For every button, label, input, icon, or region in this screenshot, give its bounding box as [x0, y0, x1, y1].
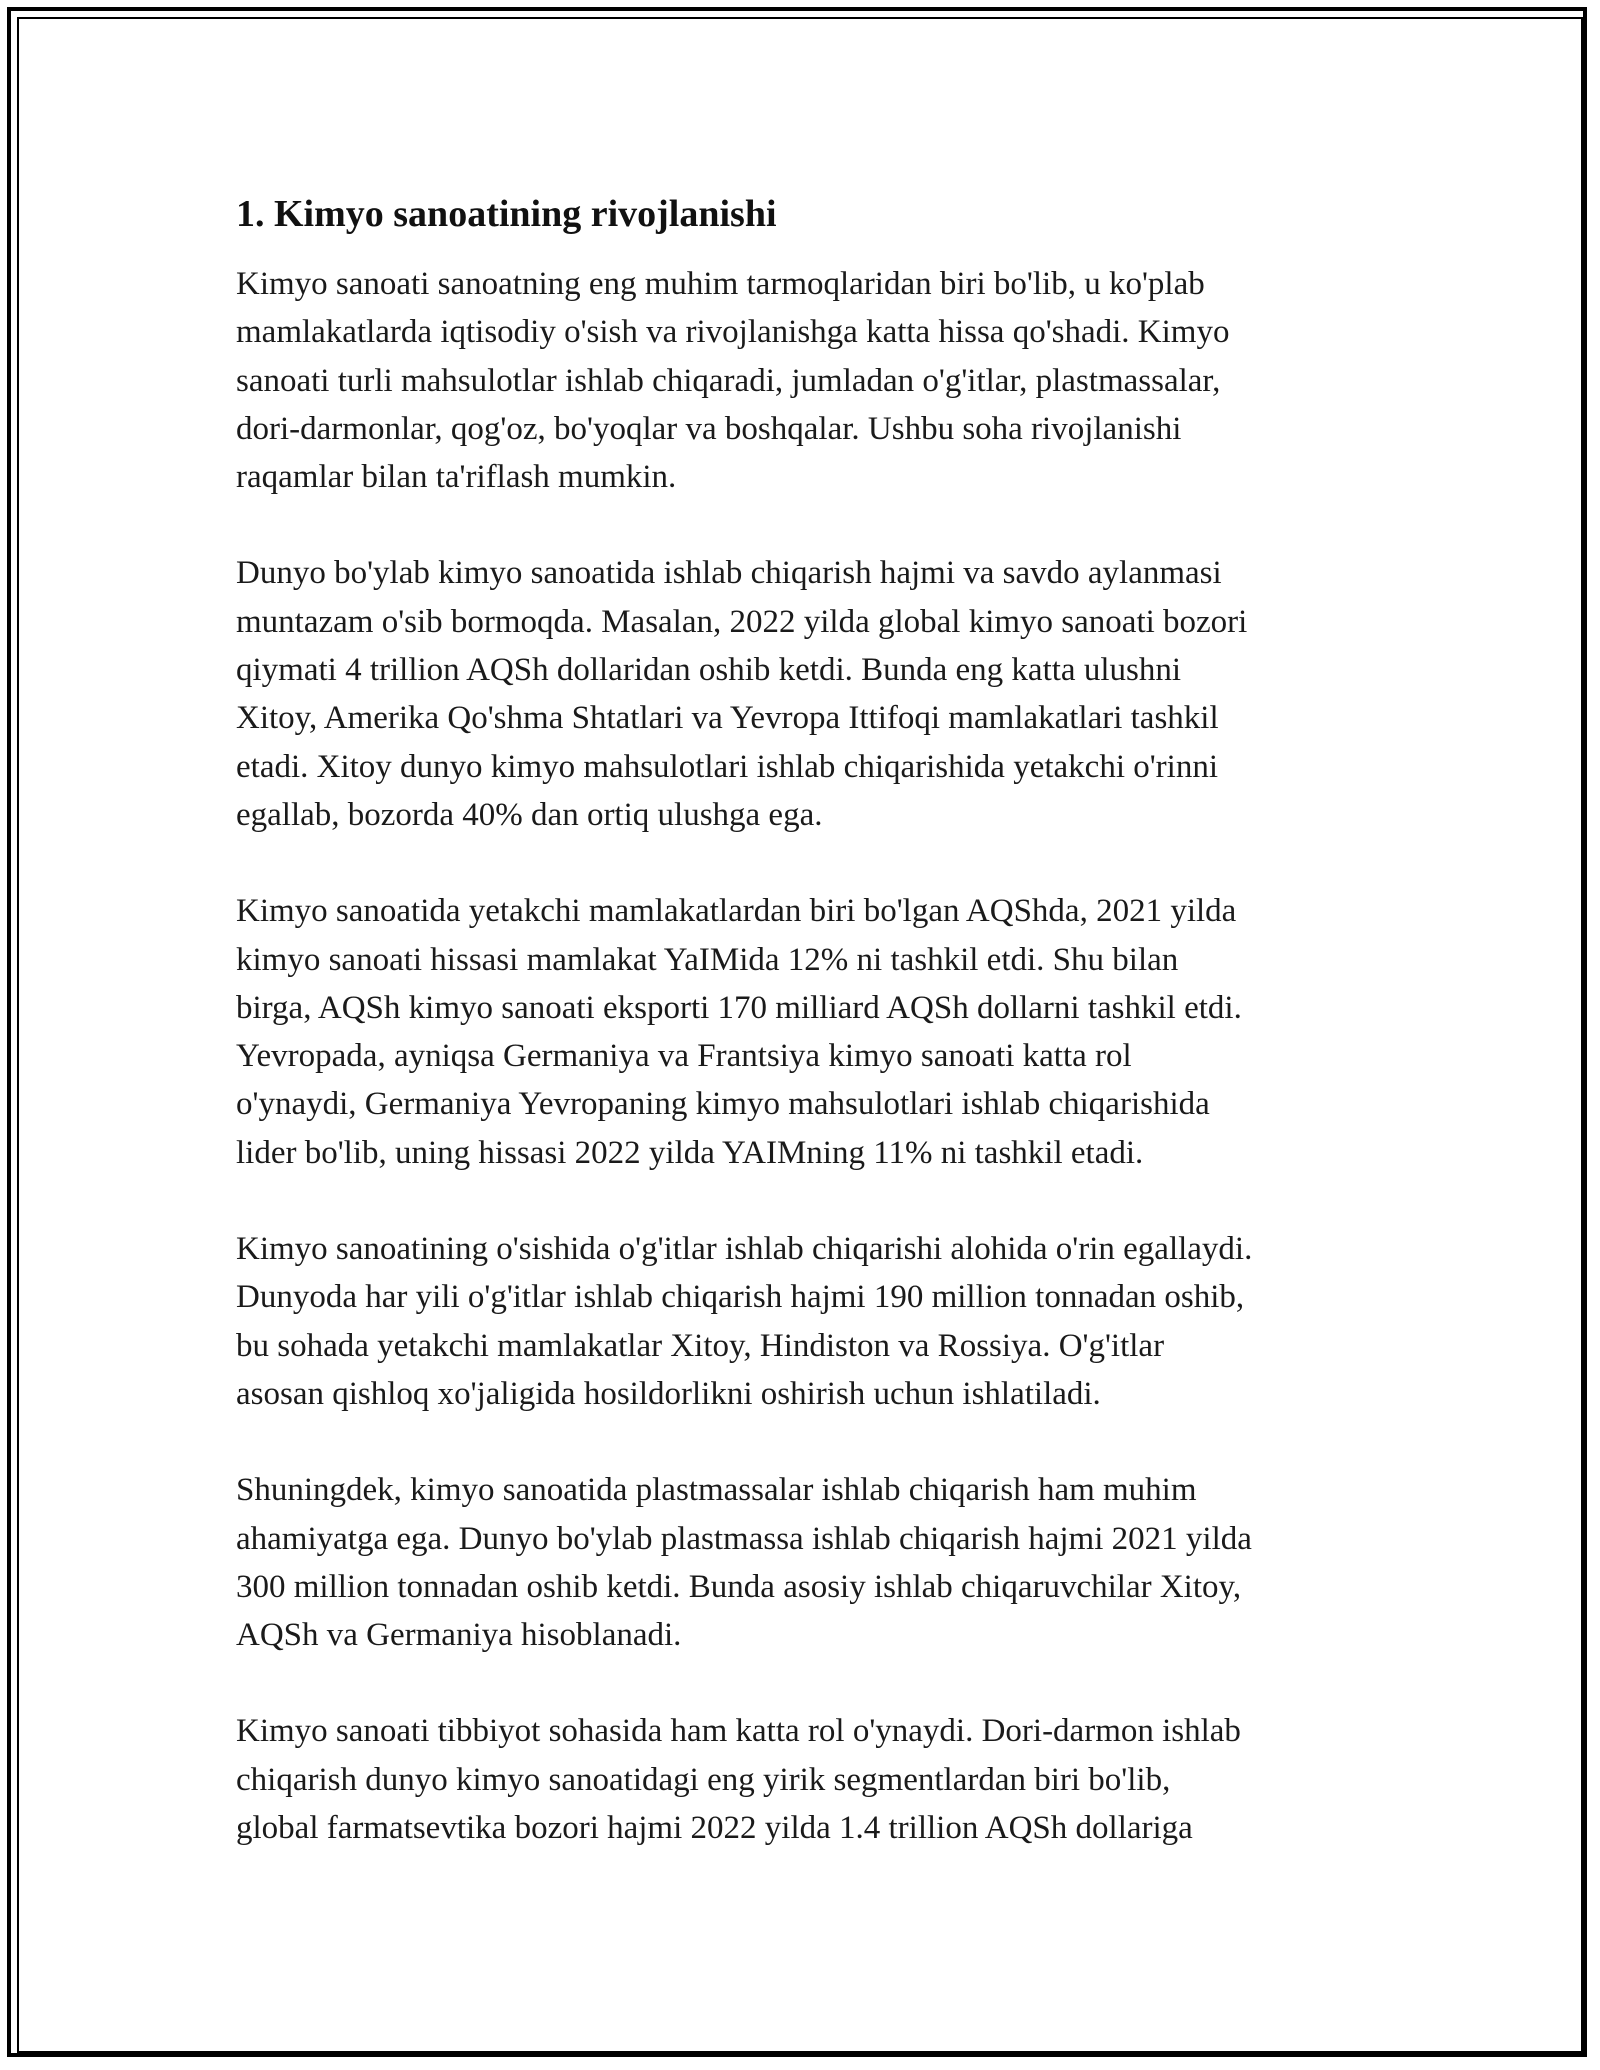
- paragraph-5: Shuningdek, kimyo sanoatida plastmassalar ishlab chiqarish ham muhim ahamiyatga ega. Dunyo bo'ylab plastmassa ishlab chiqarish hajmi 2021 yilda 300 million tonnadan oshib ketdi. Bunda asosiy ishlab chiqaruvchilar Xitoy, AQSh va Germaniya hisoblanadi.: [236, 1472, 1252, 1654]
- paragraph-3: Kimyo sanoatida yetakchi mamlakatlardan biri bo'lgan AQShda, 2021 yilda kimyo sanoati hissasi mamlakat YaIMida 12% ni tashkil etdi. Shu bilan birga, AQSh kimyo sanoati eksporti 170 milliard AQSh dollarni tashkil etdi. Yevropada, ayniqsa Germaniya va Frantsiya kimyo sanoati katta rol o'ynaydi, Germaniya Yevropaning kimyo mahsulotlari ishlab chiqarishida lider bo'lib, uning hissasi 2022 yilda YAIMning 11% ni tashkil etadi.: [236, 893, 1242, 1171]
- paragraph-6: Kimyo sanoati tibbiyot sohasida ham katta rol o'ynaydi. Dori-darmon ishlab chiqarish dunyo kimyo sanoatidagi eng yirik segmentlardan biri bo'lib, global farmatsevtika bozori hajmi 2022 yilda 1.4 trillion AQSh dollariga: [236, 1713, 1241, 1847]
- paragraph-1: Kimyo sanoati sanoatning eng muhim tarmoqlaridan biri bo'lib, u ko'plab mamlakatlarda iqtisodiy o'sish va rivojlanishga katta hissa qo'shadi. Kimyo sanoati turli mahsulotlar ishlab chiqaradi, jumladan o'g'itlar, plastmassalar, dori-darmonlar, qog'oz, bo'yoqlar va boshqalar. Ushbu soha rivojlanishi raqamlar bilan ta'riflash mumkin.: [236, 266, 1230, 496]
- document-page: [236, 188, 1376, 1900]
- paragraph-4: Kimyo sanoatining o'sishida o'g'itlar ishlab chiqarishi alohida o'rin egallaydi. Dunyoda har yili o'g'itlar ishlab chiqarish hajmi 190 million tonnadan oshib, bu sohada yetakchi mamlakatlar Xitoy, Hindiston va Rossiya. O'g'itlar asosan qishloq xo'jaligida hosildorlikni oshirish uchun ishlatiladi.: [236, 1231, 1253, 1412]
- paragraph-2: Dunyo bo'ylab kimyo sanoatida ishlab chiqarish hajmi va savdo aylanmasi muntazam o'sib bormoqda. Masalan, 2022 yilda global kimyo sanoati bozori qiymati 4 trillion AQSh dollaridan oshib ketdi. Bunda eng katta ulushni Xitoy, Amerika Qo'shma Shtatlari va Yevropa Ittifoqi mamlakatlari tashkil etadi. Xitoy dunyo kimyo mahsulotlari ishlab chiqarishida yetakchi o'rinni egallab, bozorda 40% dan ortiq ulushga ega.: [236, 555, 1248, 833]
- section-heading: 1. Kimyo sanoatining rivojlanishi: [236, 193, 777, 235]
